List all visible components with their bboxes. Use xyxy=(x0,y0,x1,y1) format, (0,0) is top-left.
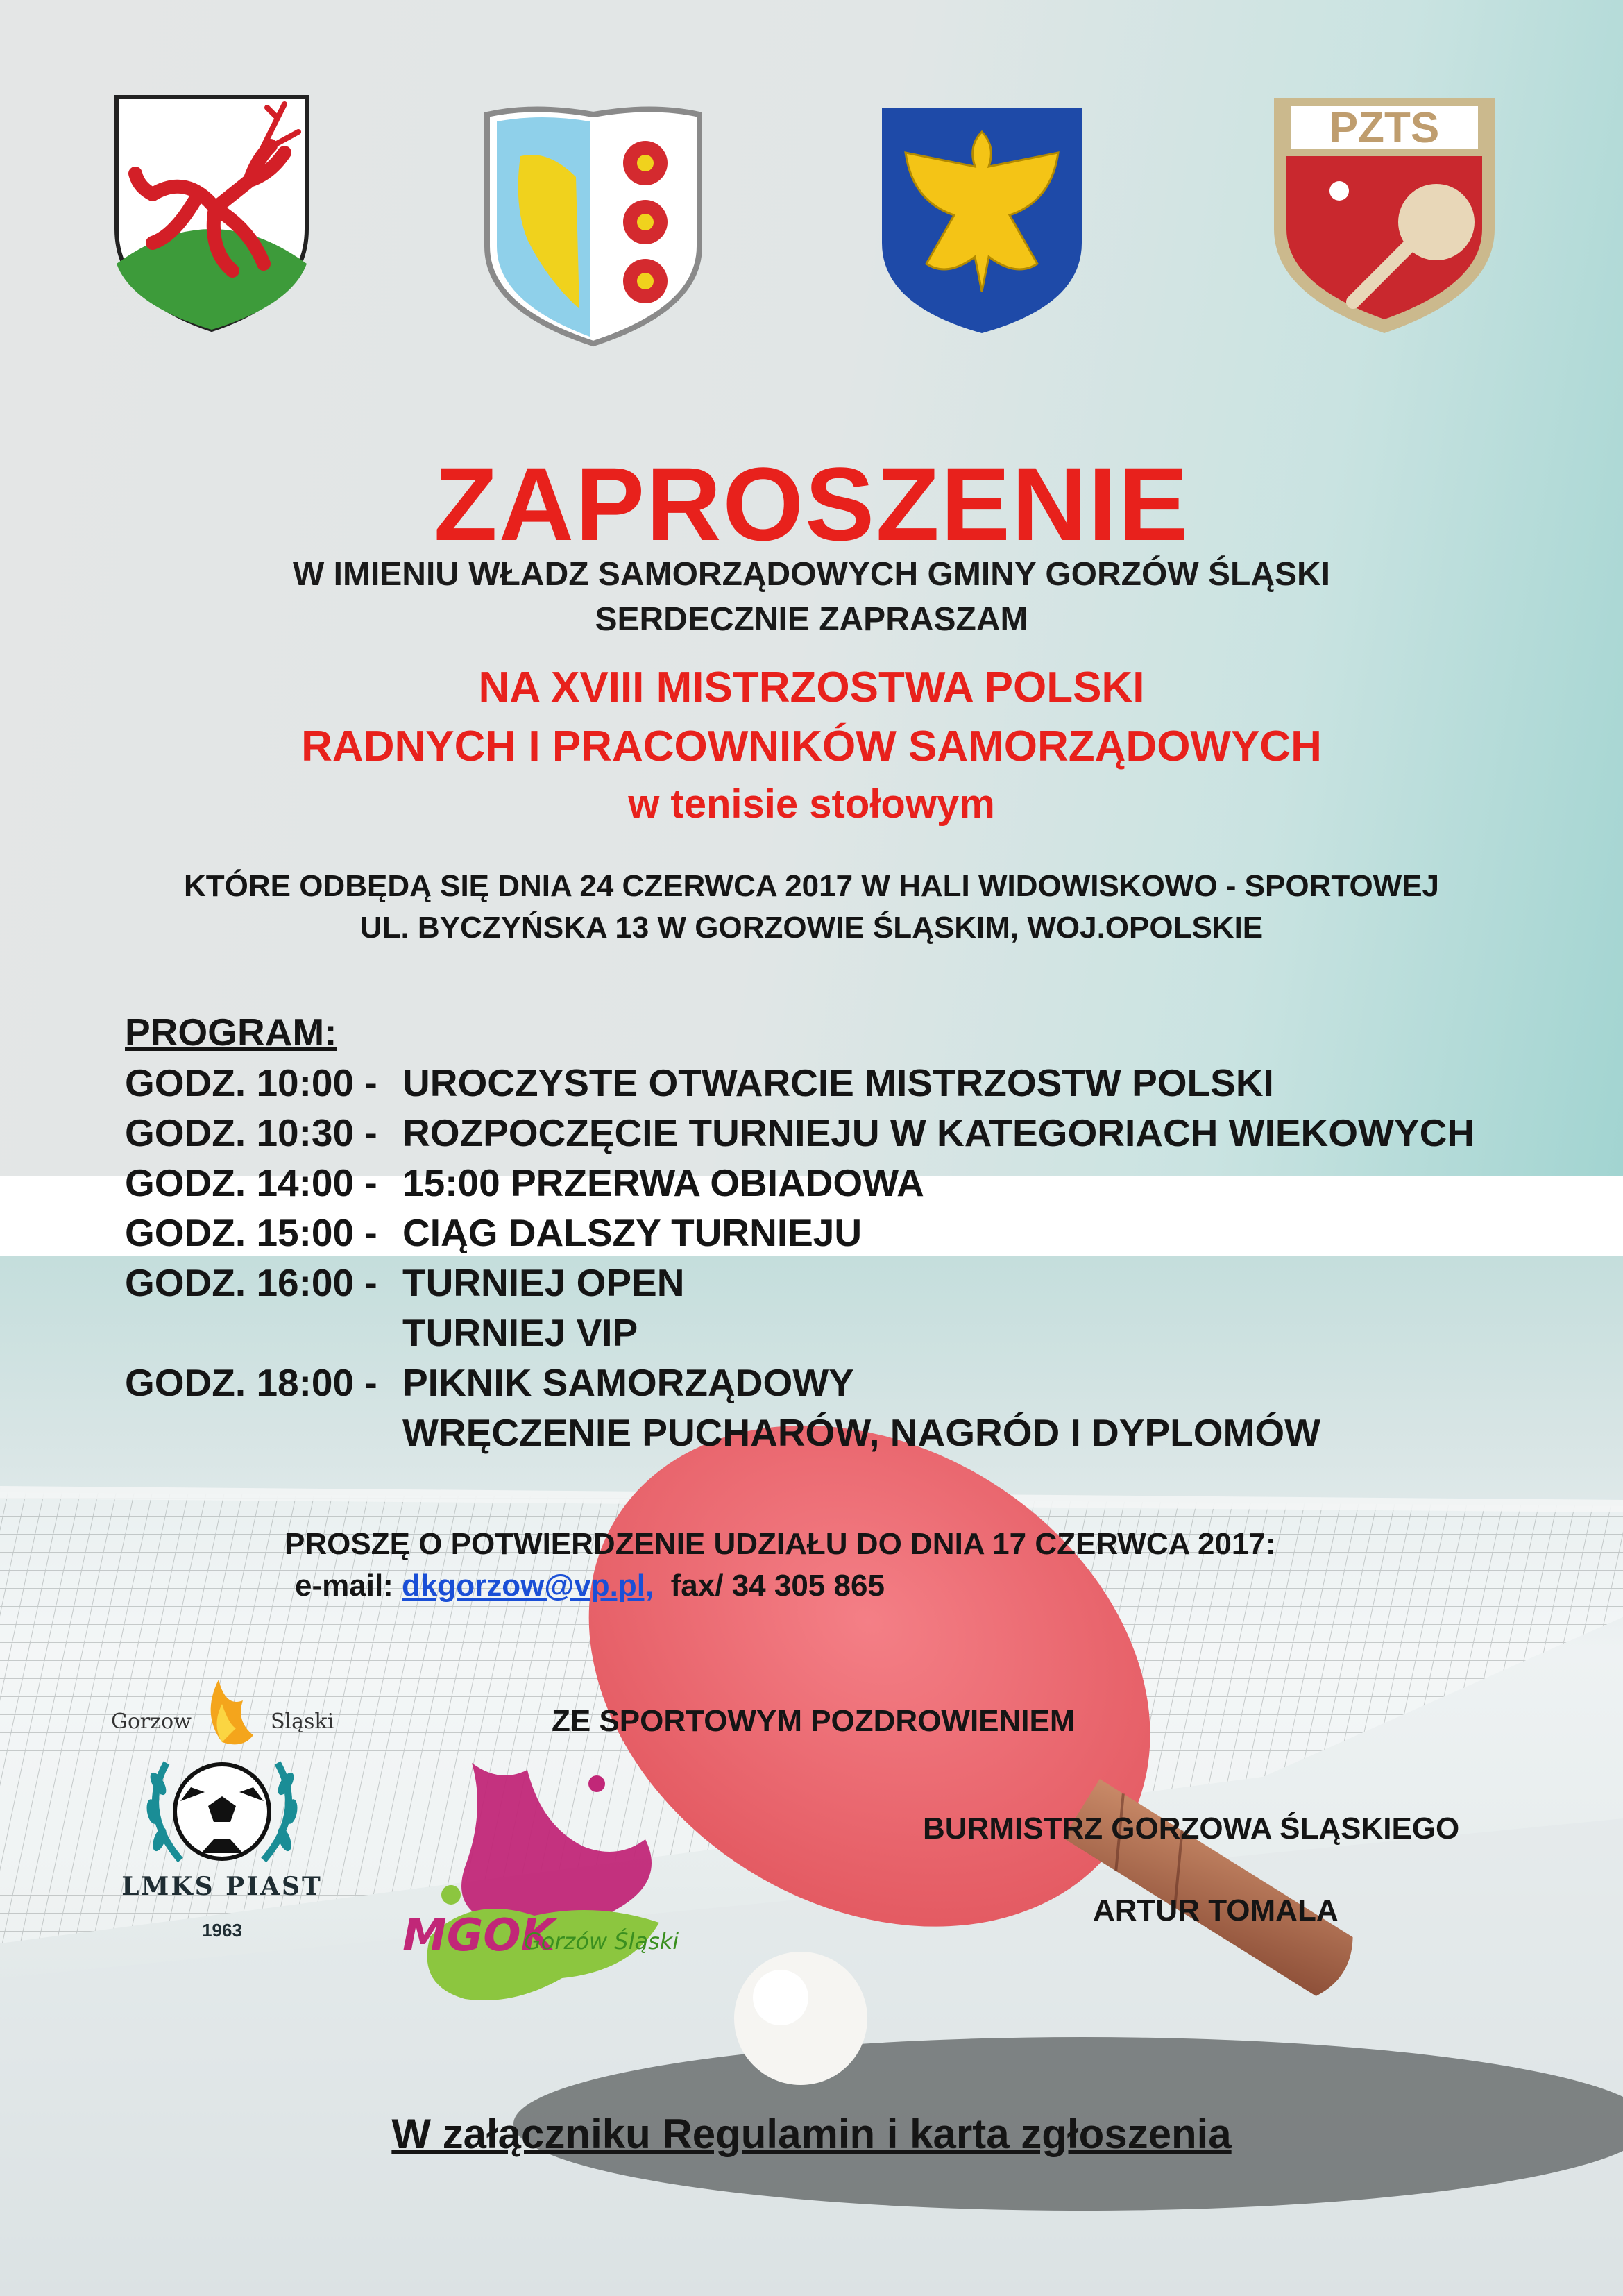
email-label: e-mail: xyxy=(295,1569,393,1603)
program-time: GODZ. 18:00 - xyxy=(125,1361,377,1404)
email-link[interactable]: dkgorzow@vp.pl, xyxy=(402,1569,654,1603)
program-item xyxy=(125,1210,862,1255)
program-heading: PROGRAM: xyxy=(125,1011,337,1054)
eagle-roses-crest-icon xyxy=(479,101,708,347)
mgok-place-text: Gorzów Śląski xyxy=(524,1928,679,1955)
greeting-text: ZE SPORTOWYM POZDROWIENIEM xyxy=(552,1704,1076,1738)
program-item xyxy=(125,1111,1475,1155)
fax-text: fax/ 34 305 865 xyxy=(670,1569,885,1603)
intro-line-1: W IMIENIU WŁADZ SAMORZĄDOWYCH GMINY GORZÓW ŚLĄSKI xyxy=(292,556,1330,593)
program-item xyxy=(125,1410,1320,1455)
venue-line-1: KTÓRE ODBĘDĄ SIĘ DNIA 24 CZERWCA 2017 W HALI WIDOWISKOWO - SPORTOWEJ xyxy=(183,869,1440,903)
program-text: PIKNIK SAMORZĄDOWY xyxy=(402,1361,854,1404)
program-item xyxy=(125,1061,1274,1105)
lmks-piast-logo xyxy=(104,1673,340,1950)
event-line-2: RADNYCH I PRACOWNIKÓW SAMORZĄDOWYCH xyxy=(301,723,1322,770)
program-time: GODZ. 15:00 - xyxy=(125,1211,377,1254)
page-title: ZAPROSZENIE xyxy=(434,446,1189,562)
mayor-role: BURMISTRZ GORZOWA ŚLĄSKIEGO xyxy=(923,1812,1460,1846)
program-text: ROZPOCZĘCIE TURNIEJU W KATEGORIACH WIEKOWYCH xyxy=(402,1111,1475,1154)
program-time: GODZ. 16:00 - xyxy=(125,1261,377,1304)
mayor-name: ARTUR TOMALA xyxy=(1093,1893,1339,1927)
program-time: GODZ. 14:00 - xyxy=(125,1161,377,1204)
mgok-brand-text: MGOK xyxy=(402,1910,556,1961)
event-line-1: NA XVIII MISTRZOSTWA POLSKI xyxy=(478,664,1145,711)
intro-line-2: SERDECZNIE ZAPRASZAM xyxy=(595,601,1028,638)
event-line-3: w tenisie stołowym xyxy=(628,782,995,827)
club-logo-top-right: Sląski xyxy=(271,1710,334,1734)
venue-line-2: UL. BYCZYŃSKA 13 W GORZOWIE ŚLĄSKIM, WOJ.OPOLSKIE xyxy=(359,911,1264,945)
program-text: UROCZYSTE OTWARCIE MISTRZOSTW POLSKI xyxy=(402,1061,1274,1104)
program-text: TURNIEJ VIP xyxy=(402,1311,638,1354)
program-text: CIĄG DALSZY TURNIEJU xyxy=(402,1211,863,1254)
program-item xyxy=(125,1310,638,1355)
pzts-logo-text: PZTS xyxy=(1329,104,1440,152)
club-logo-name: LMKS PIAST xyxy=(121,1872,323,1901)
program-text: TURNIEJ OPEN xyxy=(402,1261,685,1304)
club-logo-year: 1963 xyxy=(202,1920,242,1941)
program-item xyxy=(125,1160,924,1205)
confirmation-line: PROSZĘ O POTWIERDZENIE UDZIAŁU DO DNIA 17 CZERWCA 2017: xyxy=(284,1527,1276,1561)
club-logo-top-left: Gorzow xyxy=(111,1710,192,1734)
program-time: GODZ. 10:30 - xyxy=(125,1111,377,1154)
program-time: GODZ. 10:00 - xyxy=(125,1061,377,1104)
program-text: WRĘCZENIE PUCHARÓW, NAGRÓD I DYPLOMÓW xyxy=(402,1411,1321,1454)
pzts-crest-icon xyxy=(1270,94,1499,337)
footer-note: W załączniku Regulamin i karta zgłoszenia xyxy=(391,2111,1232,2157)
contact-line xyxy=(295,1569,885,1603)
program-item xyxy=(125,1360,854,1405)
deer-crest-icon xyxy=(111,90,312,333)
mgok-logo xyxy=(389,1742,715,2020)
program-text: 15:00 PRZERWA OBIADOWA xyxy=(402,1161,924,1204)
golden-eagle-crest-icon xyxy=(878,104,1086,337)
program-item xyxy=(125,1260,684,1305)
